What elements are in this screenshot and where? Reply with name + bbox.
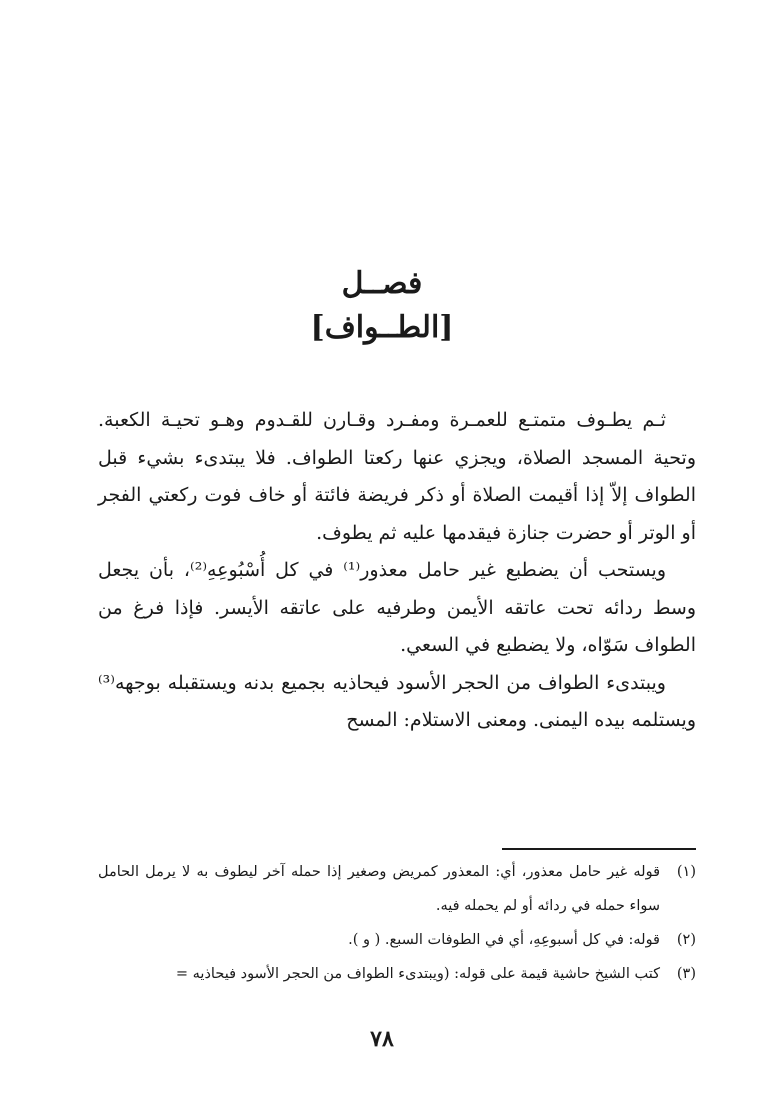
footnote [98, 855, 696, 923]
footnote-separator [502, 848, 696, 850]
footnote-text: قوله غير حامل معذور، أي: المعذور كمريض وصغير إذا حمله آخر ليطوف به لا يرمل الحامل سواء حمله في ردائه أو لم يحمله فيه. [98, 864, 660, 914]
footnote-marker: (٣) [676, 966, 696, 982]
footnote [98, 923, 696, 957]
footnote-marker: (١) [676, 864, 696, 880]
paragraph: ويبتدىء الطواف من الحجر الأسود فيحاذيه بجميع بدنه ويستقبله بوجهه⁽³⁾ ويستلمه بيده اليمنى. ومعنى الاستلام: المسح [98, 671, 696, 731]
footnotes [98, 855, 696, 991]
section-title: فصــل [341, 266, 423, 301]
footnote-text: قوله: في كل أسبوعِهِ، أي في الطوفات السبع. ( و ). [348, 932, 660, 948]
main-text [98, 402, 696, 740]
page-number: ٧٨ [370, 1026, 394, 1052]
section-subtitle: [الطــواف] [310, 310, 454, 345]
footnote [98, 957, 696, 991]
footnote-marker: (٢) [676, 932, 696, 948]
paragraph: ثـم يطـوف متمتـع للعمـرة ومفـرد وقـارن للقـدوم وهـو تحيـة الكعبة. وتحية المسجد الصلاة، ويجزي عنها ركعتا الطواف. فلا يبتدىء بشيء قبل الطواف إلاّ إذا أقيمت الصلاة أو ذكر فريضة فائتة أو خاف فوت ركعتي الفجر أو الوتر أو حضرت جنازة فيقدمها عليه ثم يطوف. [98, 409, 696, 544]
footnote-text: كتب الشيخ حاشية قيمة على قوله: (ويبتدىء الطواف من الحجر الأسود فيحاذيه = [175, 966, 660, 982]
paragraph: ويستحب أن يضطبع غير حامل معذور⁽¹⁾ في كل أُسْبُوعِهِ⁽²⁾، بأن يجعل وسط ردائه تحت عاتقه الأيمن وطرفيه على عاتقه الأيسر. فإذا فرغ من الطواف سَوّاه، ولا يضطبع في السعي. [98, 559, 696, 656]
section-heading [0, 262, 764, 350]
